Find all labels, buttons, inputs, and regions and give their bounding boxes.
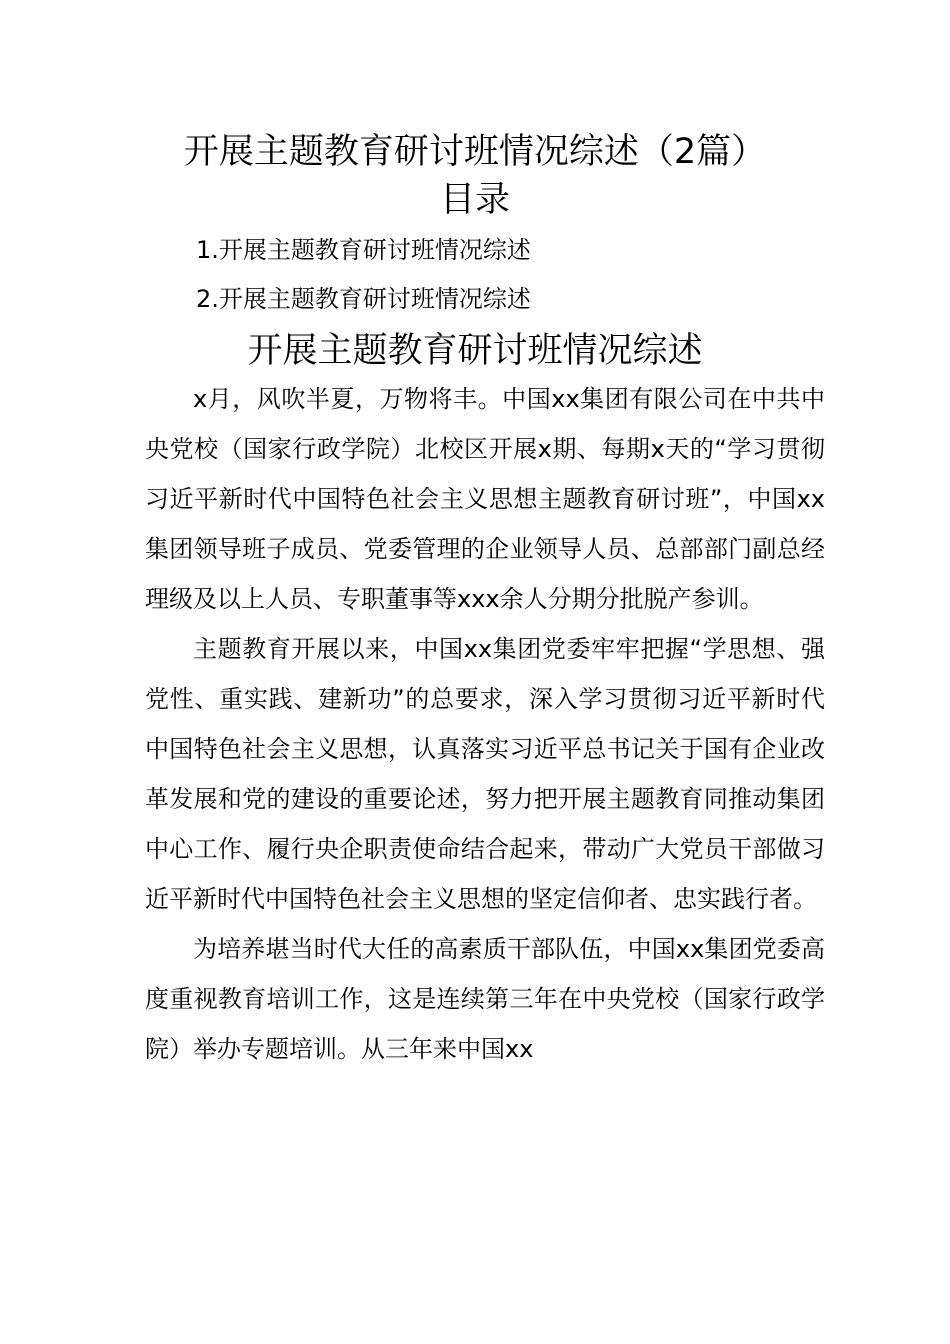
document-title: 开展主题教育研讨班情况综述（2篇）: [183, 132, 767, 172]
body-paragraph: 为培养堪当时代大任的高素质干部队伍，中国xx集团党委高度重视教育培训工作，这是连续第三年在中央党校（国家行政学院）举办专题培训。从三年来中国xx: [145, 935, 825, 1063]
document-body: [145, 374, 825, 1074]
toc-item[interactable]: 2.开展主题教育研讨班情况综述: [196, 285, 531, 313]
toc-heading: 目录: [439, 180, 510, 220]
toc-item[interactable]: 1.开展主题教育研讨班情况综述: [196, 236, 531, 264]
body-paragraph: 主题教育开展以来，中国xx集团党委牢牢把握“学思想、强党性、重实践、建新功”的总要求，深入学习贯彻习近平新时代中国特色社会主义思想，认真落实习近平总书记关于国有企业改革发展和党的建设的重要论述，努力把开展主题教育同推动集团中心工作、履行央企职责使命结合起来，带动广大党员干部做习近平新时代中国特色社会主义思想的坚定信仰者、忠实践行者。: [145, 635, 825, 913]
body-paragraph: x月，风吹半夏，万物将丰。中国xx集团有限公司在中共中央党校（国家行政学院）北校区开展x期、每期x天的“学习贯彻习近平新时代中国特色社会主义思想主题教育研讨班”，中国xx集团领导班子成员、党委管理的企业领导人员、总部部门副总经理级及以上人员、专职董事等xxx余人分期分批脱产参训。: [145, 385, 825, 613]
section-title: 开展主题教育研讨班情况综述: [247, 331, 703, 371]
